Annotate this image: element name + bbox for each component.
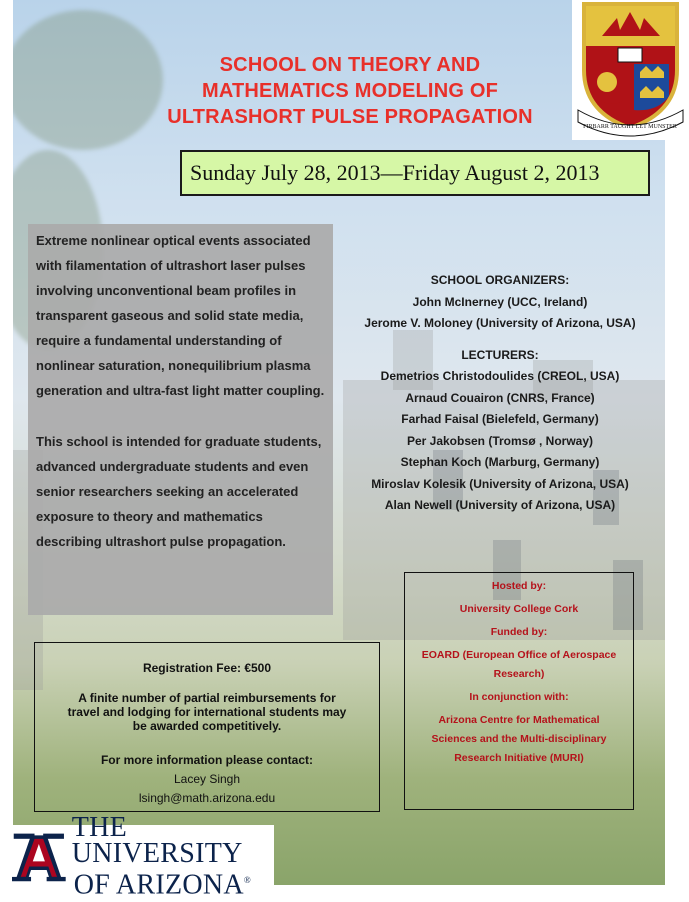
contact-heading: For more information please contact: <box>100 753 314 767</box>
arizona-a-icon <box>12 828 66 886</box>
ua-name-line <box>73 867 274 901</box>
crest-shield-icon <box>572 0 689 140</box>
hosted-value: University College Cork <box>459 603 579 615</box>
organizer-name: John McInerney (UCC, Ireland) <box>412 294 588 309</box>
lecturer-name: Per Jakobsen (Tromsø , Norway) <box>406 433 594 448</box>
description-panel <box>28 224 333 615</box>
crest-motto: FIRBARR TAUGHT LET MUNSTER <box>583 124 677 130</box>
organizers-heading: SCHOOL ORGANIZERS: <box>430 273 570 287</box>
lecturer-name: Demetrios Christodoulides (CREOL, USA) <box>380 369 620 383</box>
poster-title <box>100 52 600 130</box>
funded-value: EOARD (European Office of Aerospace Research) <box>421 649 617 680</box>
lecturer-name: Farhad Faisal (Bielefeld, Germany) <box>401 412 599 426</box>
registration-box <box>34 642 380 812</box>
title-line: ULTRASHORT PULSE PROPAGATION <box>167 106 533 128</box>
title-line: SCHOOL ON THEORY AND <box>219 54 481 76</box>
registration-fee: Registration Fee: €500 <box>142 661 272 675</box>
lecturer-name: Arnaud Couairon (CNRS, France) <box>405 390 595 405</box>
lecturer-name: Alan Newell (University of Arizona, USA) <box>384 498 616 512</box>
conjunction-value: Arizona Centre for Mathematical Sciences and the Multi-disciplinary Research Initiative (MURI) <box>431 714 607 764</box>
lecturer-name: Miroslav Kolesik (University of Arizona, USA) <box>371 476 629 491</box>
reimbursement-note: A finite number of partial reimbursements for travel and lodging for international students may be awarded competitively. <box>67 691 347 733</box>
registered-mark: ® <box>243 875 252 886</box>
lecturer-name: Stephan Koch (Marburg, Germany) <box>400 455 600 469</box>
conjunction-label: In conjunction with: <box>469 691 569 703</box>
people-listing <box>340 270 660 517</box>
organizer-name: Jerome V. Moloney (University of Arizona, USA) <box>364 316 636 330</box>
event-dates: Sunday July 28, 2013—Friday August 2, 2013 <box>180 150 650 196</box>
funded-label: Funded by: <box>490 626 548 638</box>
ucc-crest-logo <box>572 0 689 140</box>
lecturers-heading: LECTURERS: <box>461 347 539 362</box>
hosted-label: Hosted by: <box>491 580 547 592</box>
ua-name-text: OF ARIZONA <box>73 869 244 901</box>
description-paragraph: This school is intended for graduate students, advanced undergraduate students and even senior researchers seeking an accelerated exposure to theory and mathematics describing ultrashort pulse propagation. <box>36 434 322 549</box>
contact-email[interactable]: lsingh@math.arizona.edu <box>138 791 276 805</box>
description-paragraph: Extreme nonlinear optical events associated with filamentation of ultrashort laser pulses involving unconventional beam profiles in transparent gaseous and solid state media, require a fundamental understanding of nonlinear saturation, nonequilibrium plasma generation and ultra-fast light matter coupling. <box>36 233 325 398</box>
sponsors-box <box>404 572 634 810</box>
contact-name: Lacey Singh <box>173 772 241 786</box>
university-of-arizona-logo <box>12 812 274 901</box>
title-line: MATHEMATICS MODELING OF <box>201 80 499 102</box>
ua-name-line: THE UNIVERSITY <box>71 812 243 870</box>
